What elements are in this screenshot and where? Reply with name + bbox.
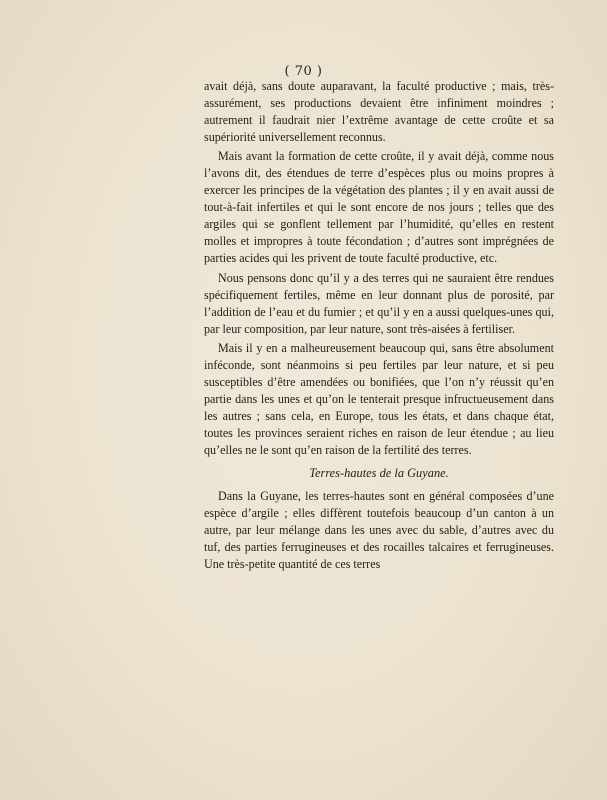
paragraph-1: avait déjà, sans doute auparavant, la faculté productive ; mais, très-assurément, ses productions devaient être infiniment moindres ; autrement il faudrait nier l’extrême avantage de cette croûte et sa supériorité universellement reconnus. <box>204 79 554 145</box>
section-title: Terres-hautes de la Guyane. <box>309 466 449 481</box>
paragraph-3: Nous pensons donc qu’il y a des terres qui ne sauraient être rendues spécifiquement fertiles, même en leur donnant plus de porosité, par l’addition de l’eau et du fumier ; et qu’il y en a aussi quelques-unes qui, par leur composition, par leur nature, sont très-aisées à fertiliser. <box>204 270 554 336</box>
page-number: ( 70 ) <box>284 64 323 79</box>
paragraph-2: Mais avant la formation de cette croûte, il y avait déjà, comme nous l’avons dit, des étendues de terre d’espèces plus ou moins propres à exercer les principes de la végétation des plantes ; il y en avait aussi de tout-à-fait infertiles et qui le sont encore de nos jours ; telles que des argiles qui se gonflent tellement par l’humidité, qu’elles en restent molles et impropres à toute fécondation ; d’autres sont imprégnées de parties acides qui les privent de toute faculté productive, etc. <box>204 149 554 266</box>
paragraph-4: Mais il y en a malheureusement beaucoup qui, sans être absolument inféconde, sont néanmoins si peu fertiles par leur nature, et si peu susceptibles d’être amendées ou bonifiées, que l’on n’y réussit qu’en partie dans les unes et qu’on le tenterait presque infructueusement dans les autres ; sans cela, en Europe, tous les états, et dans chaque état, toutes les provinces seraient riches en raison de leur étendue ; au lieu qu’elles ne le sont qu’en raison de la fertilité des terres. <box>204 340 554 457</box>
paragraph-5: Dans la Guyane, les terres-hautes sont en général composées d’une espèce d’argile ; elles diffèrent toutefois beaucoup d’un canton à un autre, par leur mélange dans les unes avec du sable, d’autres avec du tuf, des parties ferrugineuses et des rocailles talcaires et ferrugineuses. Une très-petite quantité de ces terres <box>204 489 554 572</box>
body-text <box>204 78 554 575</box>
